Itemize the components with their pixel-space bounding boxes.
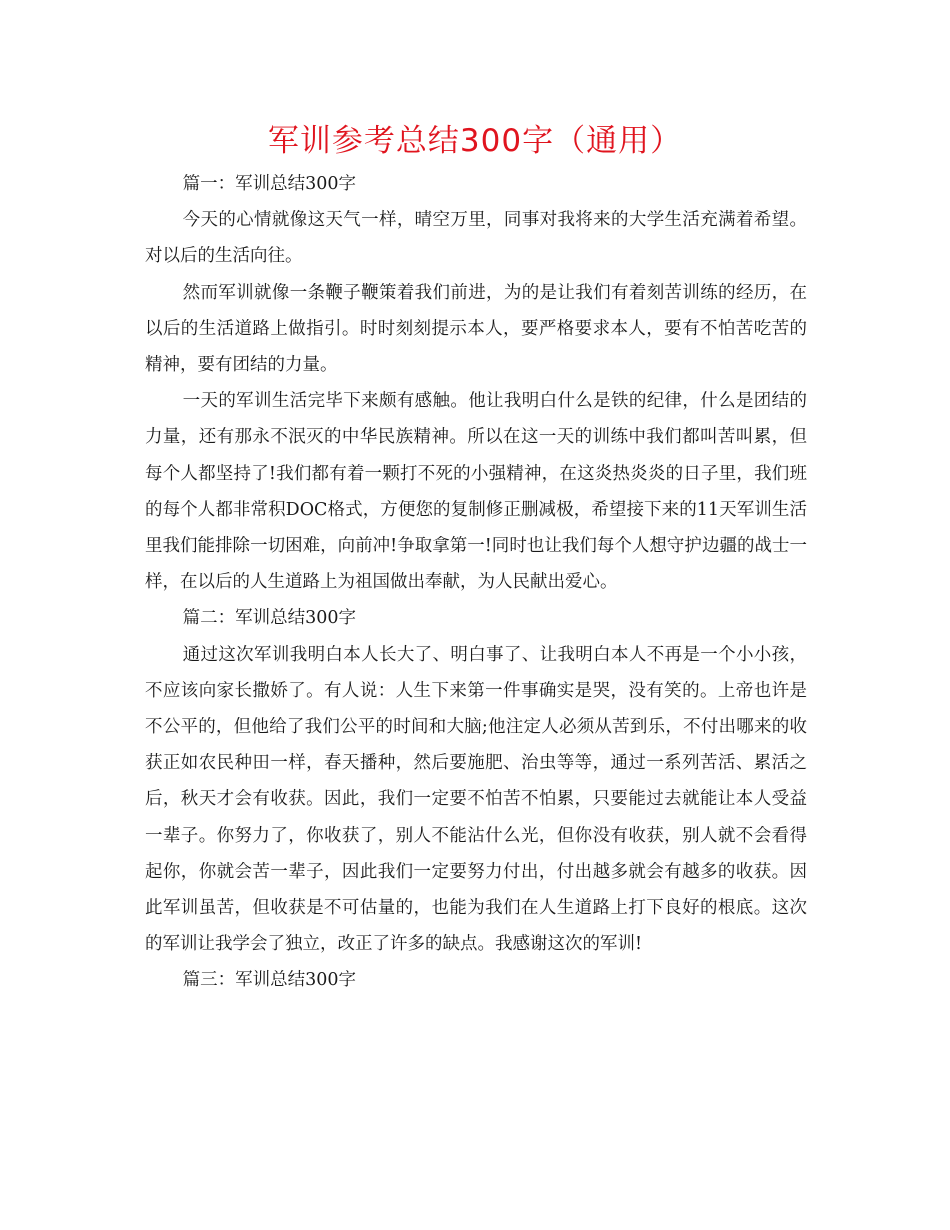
paragraph: 一天的军训生活完毕下来颇有感触。他让我明白什么是铁的纪律，什么是团结的力量，还有那永不泯灭的中华民族精神。所以在这一天的训练中我们都叫苦叫累，但每个人都坚持了!我们都有着一颗打不死的小强精神，在这炎热炎炎的日子里，我们班的每个人都非常积DOC格式，方便您的复制修正删减极，希望接下来的11天军训生活里我们能排除一切困难，向前冲!争取拿第一!同时也让我们每个人想守护边疆的战士一样，在以后的人生道路上为祖国做出奉献，为人民献出爱心。 <box>145 391 807 593</box>
paragraph: 然而军训就像一条鞭子鞭策着我们前进，为的是让我们有着刻苦训练的经历，在以后的生活道路上做指引。时时刻刻提示本人，要严格要求本人，要有不怕苦吃苦的精神，要有团结的力量。 <box>145 282 807 376</box>
section-heading-3: 篇三：军训总结300字 <box>182 970 357 991</box>
section-heading-1: 篇一：军训总结300字 <box>182 174 357 194</box>
section-heading-2: 篇二：军训总结300字 <box>182 608 357 629</box>
document-body <box>145 166 807 999</box>
paragraph: 通过这次军训我明白本人长大了、明白事了、让我明白本人不再是一个小小孩，不应该向家长撒娇了。有人说：人生下来第一件事确实是哭，没有笑的。上帝也许是不公平的，但他给了我们公平的时间和大脑;他注定人必须从苦到乐，不付出哪来的收获正如农民种田一样，春天播种，然后要施肥、治虫等等，通过一系列苦活、累活之后，秋天才会有收获。因此，我们一定要不怕苦不怕累，只要能过去就能让本人受益一辈子。你努力了，你收获了，别人不能沾什么光，但你没有收获，别人就不会看得起你，你就会苦一辈子，因此我们一定要努力付出，付出越多就会有越多的收获。因此军训虽苦，但收获是不可估量的，也能为我们在人生道路上打下良好的根底。这次的军训让我学会了独立，改正了许多的缺点。我感谢这次的军训! <box>145 644 807 955</box>
document-title: 军训参考总结300字（通用） <box>267 123 683 159</box>
paragraph: 今天的心情就像这天气一样，晴空万里，同事对我将来的大学生活充满着希望。对以后的生活向往。 <box>145 210 807 267</box>
